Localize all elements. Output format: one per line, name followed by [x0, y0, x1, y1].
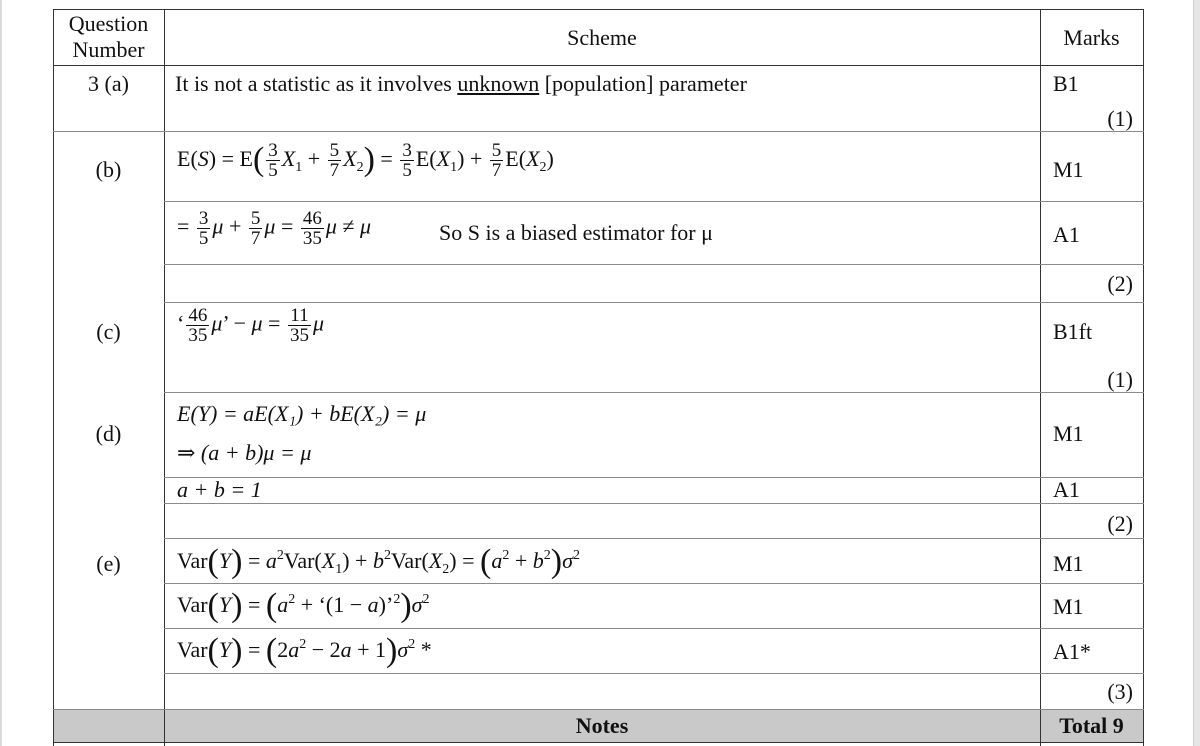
row-divider [164, 583, 1144, 584]
part-divider-c-d [164, 392, 1144, 393]
row-divider [164, 673, 1144, 674]
part-b-mark-1: M1 [1053, 157, 1084, 182]
notes-row-top [53, 709, 1144, 710]
table-border-left [53, 9, 54, 746]
footer-notes: Notes [575, 713, 629, 738]
header-question-line1: Question [68, 11, 149, 36]
part-e-mark-3: A1* [1053, 639, 1091, 664]
part-c-total: (1) [1107, 367, 1133, 392]
part-e-mark-1: M1 [1053, 551, 1084, 576]
part-b-conclusion: So S is a biased estimator for μ [439, 220, 713, 245]
table-border-top [53, 9, 1144, 10]
part-b-simplification: = $\frac{3}{5}$ μ + $\frac{5}{7}$ μ = $\frac{46}{35}$ μ ≠ μ [177, 208, 372, 249]
part-divider-b-c [164, 302, 1144, 303]
part-e-label: (e) [96, 551, 121, 576]
part-e-variance-line-2: $Var(Y) = (a^2$ + ‘$(1 - a)’^2)\sigma^2$ [177, 587, 430, 624]
row-divider [164, 201, 1144, 202]
scrollbar[interactable] [1193, 0, 1200, 746]
part-a-scheme [175, 71, 747, 97]
part-c-label: (c) [96, 319, 121, 344]
table-border-right [1143, 9, 1144, 746]
part-e-variance-line-1: $Var(Y) = a^2Var(X_1) + b^2Var(X_2) = (a^2 + b^2)\sigma^2$ [177, 543, 580, 580]
part-a-text-prefix: It is not a statistic as it involves [175, 71, 458, 96]
header-divider [53, 65, 1144, 66]
page-left-edge [0, 0, 2, 746]
part-d-line-2: ⇒ (a + b)μ = μ [177, 440, 312, 465]
row-divider [164, 628, 1144, 629]
part-e-variance-line-3: $Var(Y) = (2a^2 - 2a + 1)\sigma^2$ * [177, 632, 432, 669]
part-d-mark-1: M1 [1053, 421, 1084, 446]
part-divider-d-e [164, 538, 1144, 539]
part-a-label: 3 (a) [88, 71, 129, 96]
column-divider-question [164, 9, 165, 746]
row-divider [164, 477, 1144, 478]
part-a-total: (1) [1107, 106, 1133, 131]
part-divider-a-b [53, 131, 1144, 132]
header-marks: Marks [1063, 25, 1120, 50]
footer-total: Total 9 [1059, 713, 1124, 738]
part-e-mark-2: M1 [1053, 594, 1084, 619]
part-a-text-underlined: unknown [457, 71, 540, 96]
part-d-total: (2) [1107, 511, 1133, 536]
part-a-mark: B1 [1053, 71, 1079, 96]
part-d-mark-2: A1 [1053, 477, 1080, 502]
header-question-line2: Number [72, 37, 145, 62]
mark-scheme-table [53, 9, 1144, 746]
part-c-bias-expression: ‘ $\frac{46}{35}$ μ’ − μ = $\frac{11}{35}$ μ [177, 305, 324, 346]
header-question-number [53, 11, 164, 63]
part-d-line-3: a + b = 1 [177, 477, 262, 502]
part-c-mark: B1ft [1053, 319, 1093, 344]
part-b-label: (b) [95, 157, 122, 182]
part-b-expectation-equation: E(S) = E( $\frac{3}{5}$ $X_1$ + $\frac{5}{7}$ $X_2$) = $\frac{3}{5}$ $E(X_1)$ + $\frac{5}{7}$ $E(X_2)$ [177, 140, 554, 182]
row-divider [164, 264, 1144, 265]
part-d-label: (d) [95, 421, 122, 446]
part-e-total: (3) [1107, 679, 1133, 704]
row-divider [164, 503, 1144, 504]
part-d-line-1: E(Y) = aE(X₁) + bE(X₂) = μ [177, 401, 427, 426]
header-scheme: Scheme [567, 25, 637, 50]
part-b-mark-2: A1 [1053, 222, 1080, 247]
table-border-bottom [53, 742, 1144, 743]
part-b-total: (2) [1107, 271, 1133, 296]
part-a-text-suffix: [population] parameter [539, 71, 747, 96]
